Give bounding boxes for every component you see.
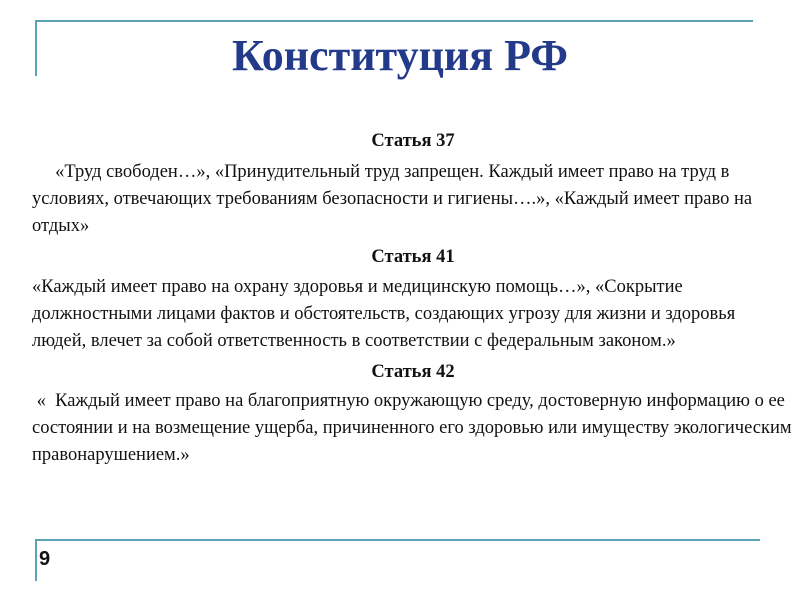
article-37-text: «Труд свободен…», «Принудительный труд запрещен. Каждый имеет право на труд в условиях, отвечающих требованиям безопасности и гигиены….», «Каждый имеет право на отдых» [32, 162, 753, 236]
frame-top-line [35, 20, 753, 22]
frame-bottom-line [35, 539, 760, 541]
article-42-text: « Каждый имеет право на благоприятную окружающую среду, достоверную информацию о ее состоянии и на возмещение ущерба, причиненного его здоровью или имуществу экологическим правонарушением.» [32, 391, 792, 465]
article-41-heading: Статья 41 [371, 247, 455, 267]
slide-content [32, 128, 794, 473]
article-41-text: «Каждый имеет право на охрану здоровья и медицинскую помощь…», «Сокрытие должностными лицами фактов и обстоятельств, создающих угрозу для жизни и здоровья людей, влечет за собой ответственность в соответствии с федеральным законом.» [32, 277, 736, 351]
article-37-heading: Статья 37 [371, 131, 455, 151]
slide-title: Конституция РФ [231, 31, 568, 80]
article-42-heading: Статья 42 [371, 362, 455, 382]
page-number: 9 [39, 548, 51, 570]
frame-bottom-stub-line [35, 539, 37, 581]
